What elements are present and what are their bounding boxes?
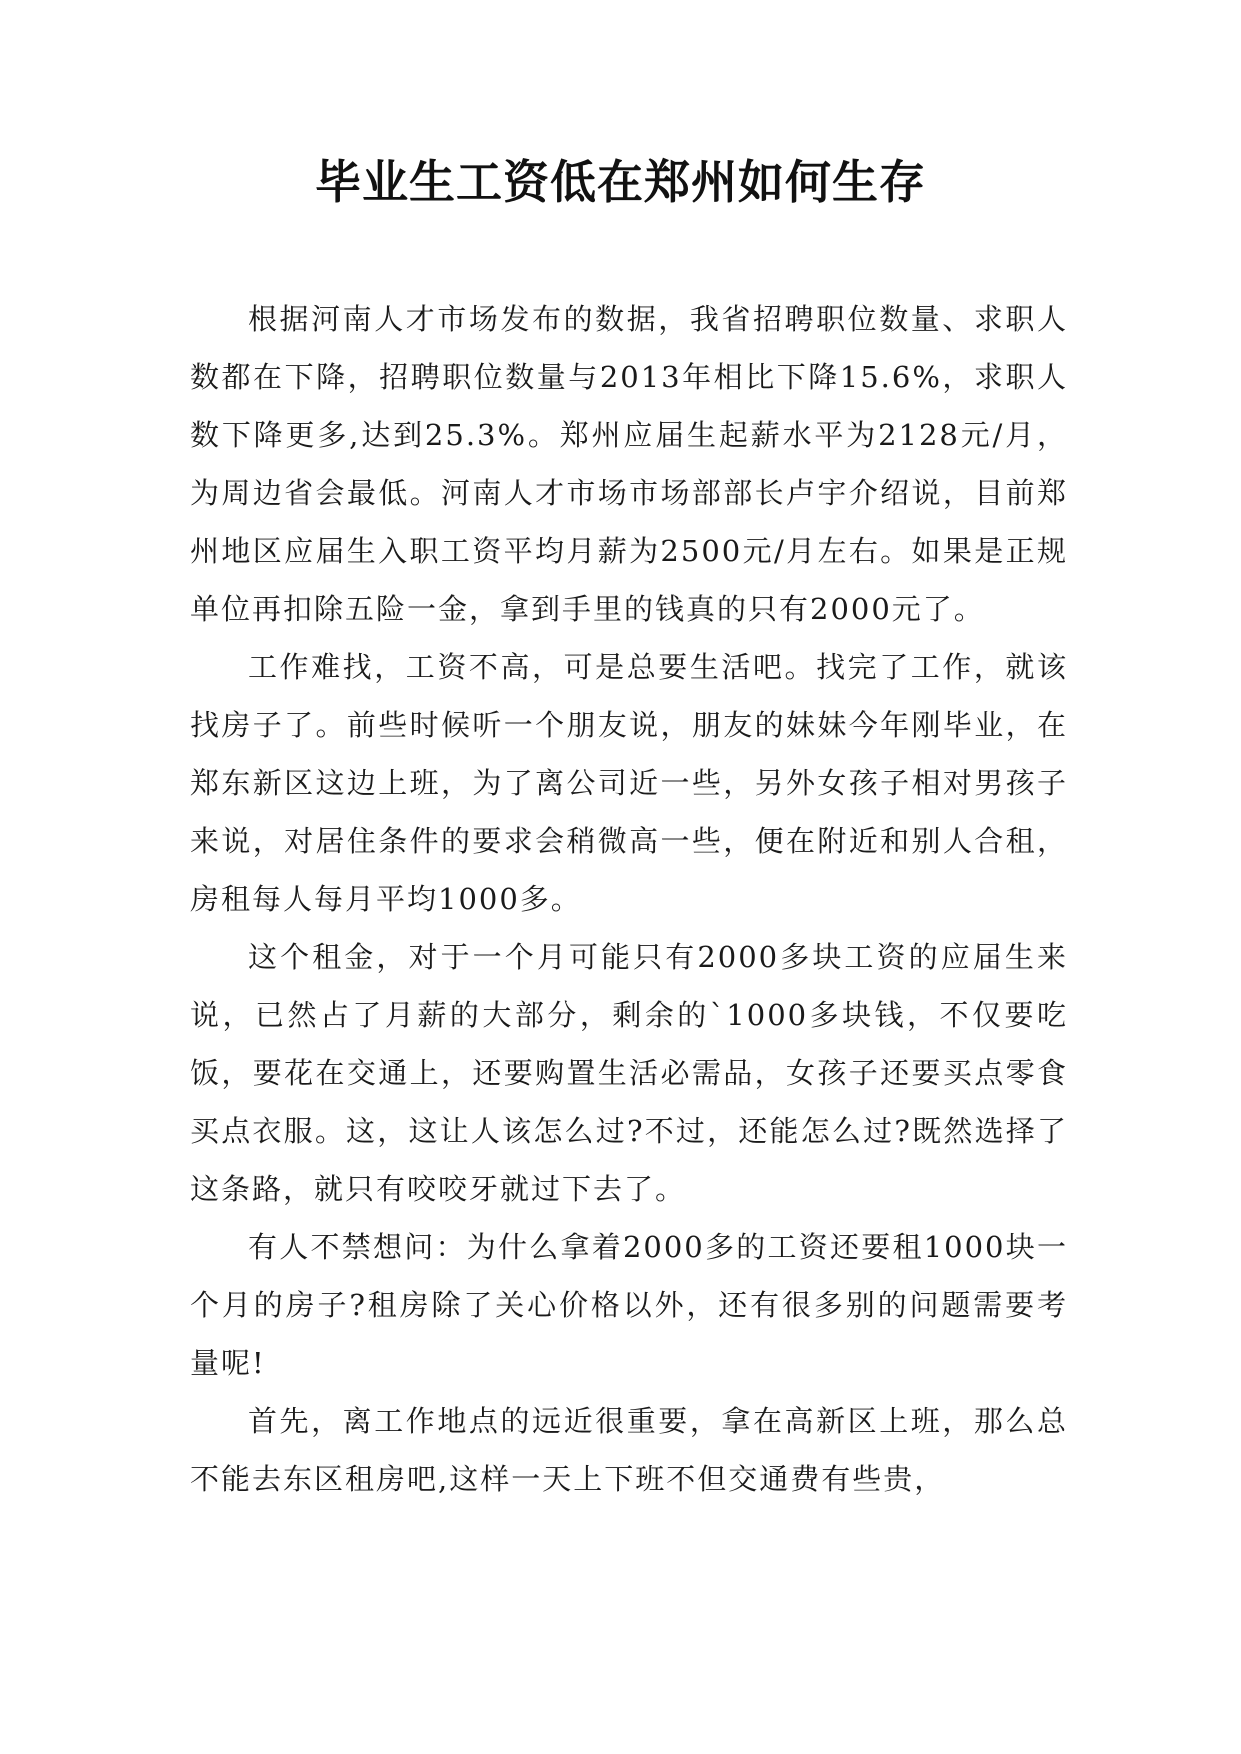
paragraph: 首先，离工作地点的远近很重要，拿在高新区上班，那么总不能去东区租房吧,这样一天上下班不但交通费有些贵， [190, 1404, 1068, 1496]
paragraph: 有人不禁想问：为什么拿着2000多的工资还要租1000块一个月的房子?租房除了关心价格以外，还有很多别的问题需要考量呢! [190, 1230, 1068, 1380]
paragraph: 根据河南人才市场发布的数据，我省招聘职位数量、求职人数都在下降，招聘职位数量与2013年相比下降15.6%，求职人数下降更多,达到25.3%。郑州应届生起薪水平为2128元/月，为周边省会最低。河南人才市场市场部部长卢宇介绍说，目前郑州地区应届生入职工资平均月薪为2500元/月左右。如果是正规单位再扣除五险一金，拿到手里的钱真的只有2000元了。 [190, 302, 1068, 626]
document-title: 毕业生工资低在郑州如何生存 [315, 155, 926, 209]
document-body [190, 290, 1068, 1508]
paragraph: 这个租金，对于一个月可能只有2000多块工资的应届生来说，已然占了月薪的大部分，剩余的`1000多块钱，不仅要吃饭，要花在交通上，还要购置生活必需品，女孩子还要买点零食买点衣服。这，这让人该怎么过?不过，还能怎么过?既然选择了这条路，就只有咬咬牙就过下去了。 [190, 940, 1068, 1206]
paragraph: 工作难找，工资不高，可是总要生活吧。找完了工作，就该找房子了。前些时候听一个朋友说，朋友的妹妹今年刚毕业，在郑东新区这边上班，为了离公司近一些，另外女孩子相对男孩子来说，对居住条件的要求会稍微高一些，便在附近和别人合租，房租每人每月平均1000多。 [190, 650, 1068, 916]
